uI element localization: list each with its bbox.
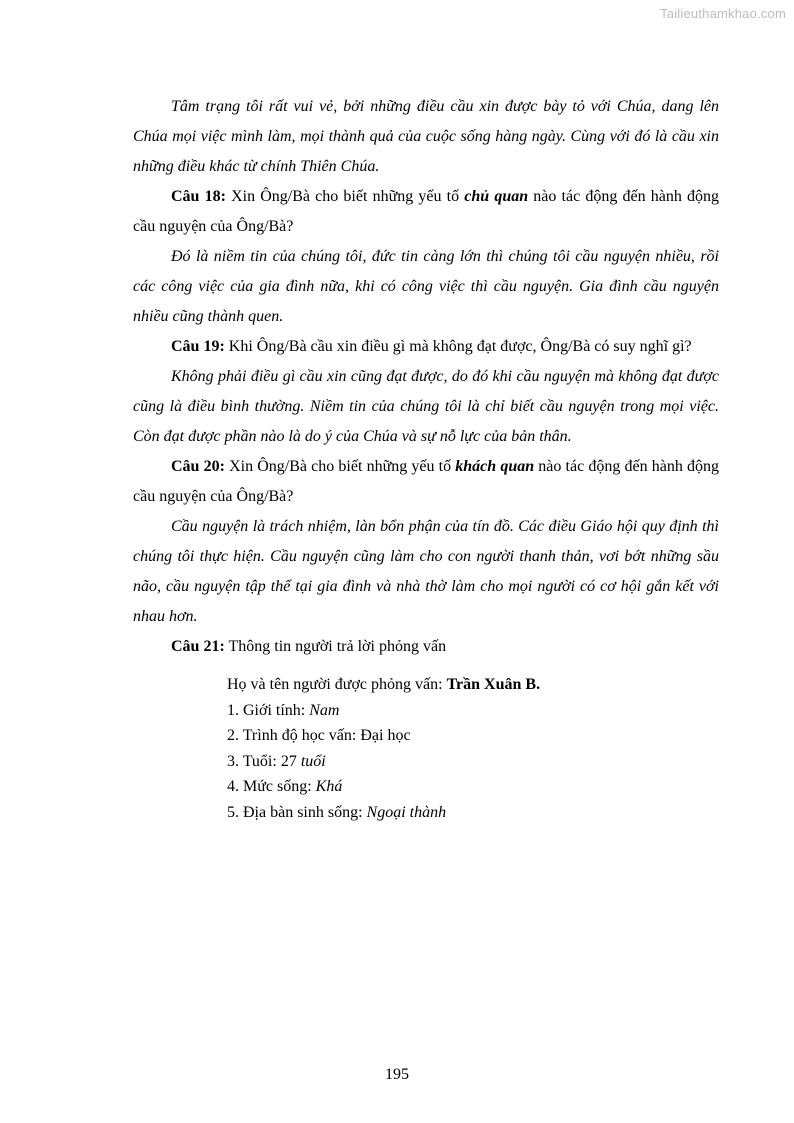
education-row <box>227 723 719 749</box>
question-label: Câu 20: <box>171 458 225 475</box>
question-text: nào tác động đến hành động cầu nguyện của Ông/Bà? <box>133 458 720 505</box>
field-label: 2. Trình độ học vấn: <box>227 727 361 744</box>
question-label: Câu 21: <box>171 638 225 655</box>
residence-area-value: Ngoại thành <box>366 803 447 821</box>
respondent-name: Trần Xuân B. <box>446 676 541 693</box>
question-text: Khi Ông/Bà cầu xin điều gì mà không đạt được, Ông/Bà có suy nghĩ gì? <box>224 338 692 355</box>
answer-20: Cầu nguyện là trách nhiệm, làn bổn phận của tín đồ. Các điều Giáo hội quy định thì chúng tôi thực hiện. Cầu nguyện cũng làm cho con người thanh thản, vơi bớt những sầu não, cầu nguyện tập thể tại gia đình và nhà thờ làm cho mọi người có cơ hội gắn kết với nhau hơn. <box>133 518 719 625</box>
field-label: 5. Địa bàn sinh sống: <box>227 803 367 821</box>
emphasis-term: khách quan <box>455 458 535 475</box>
living-standard-value: Khá <box>315 778 343 795</box>
gender-row <box>227 698 719 724</box>
respondent-info <box>227 672 719 825</box>
living-standard-row <box>227 774 719 800</box>
age-row <box>227 749 719 775</box>
question-text: Xin Ông/Bà cho biết những yếu tố <box>224 458 456 475</box>
field-label: Họ và tên người được phỏng vấn: <box>227 676 447 693</box>
question-19 <box>133 332 719 362</box>
answer-paragraph-17: Tâm trạng tôi rất vui vẻ, bởi những điều cầu xin được bày tỏ với Chúa, dang lên Chúa mọi việc mình làm, mọi thành quả của cuộc sống hàng ngày. Cùng với đó là cầu xin những điều khác từ chính Thiên Chúa. <box>133 98 719 175</box>
respondent-name-row <box>227 672 719 698</box>
age-unit: tuổi <box>300 752 326 770</box>
question-text: Xin Ông/Bà cho biết những yếu tố <box>225 188 465 205</box>
residence-area-row <box>227 800 719 826</box>
emphasis-term: chủ quan <box>464 188 529 205</box>
question-20 <box>133 452 719 512</box>
answer-18: Đó là niềm tin của chúng tôi, đức tin càng lớn thì chúng tôi cầu nguyện nhiều, rồi các công việc của gia đình nữa, khi có công việc thì cầu nguyện. Gia đình cầu nguyện nhiều cũng thành quen. <box>133 248 719 325</box>
question-text: nào tác động đến hành động cầu nguyện của Ông/Bà? <box>133 188 720 235</box>
gender-value: Nam <box>309 701 340 719</box>
field-label: 1. Giới tính: <box>227 701 310 719</box>
field-label: 3. Tuổi: <box>227 752 281 770</box>
question-21 <box>133 632 719 662</box>
answer-19: Không phải điều gì cầu xin cũng đạt được, do đó khi cầu nguyện mà không đạt được cũng là điều bình thường. Niềm tin của chúng tôi là chỉ biết cầu nguyện trong mọi việc. Còn đạt được phần nào là do ý của Chúa và sự nỗ lực của bản thân. <box>133 368 719 445</box>
watermark: Tailieuthamkhao.com <box>660 6 786 21</box>
age-number: 27 <box>280 752 297 770</box>
field-label: 4. Mức sống: <box>227 778 316 795</box>
document-body <box>133 92 719 825</box>
question-18 <box>133 182 719 242</box>
question-text: Thông tin người trả lời phỏng vấn <box>224 638 447 655</box>
question-label: Câu 18: <box>171 188 226 205</box>
education-value: Đại học <box>360 727 411 744</box>
page-number: 195 <box>385 1066 409 1083</box>
question-label: Câu 19: <box>171 338 225 355</box>
